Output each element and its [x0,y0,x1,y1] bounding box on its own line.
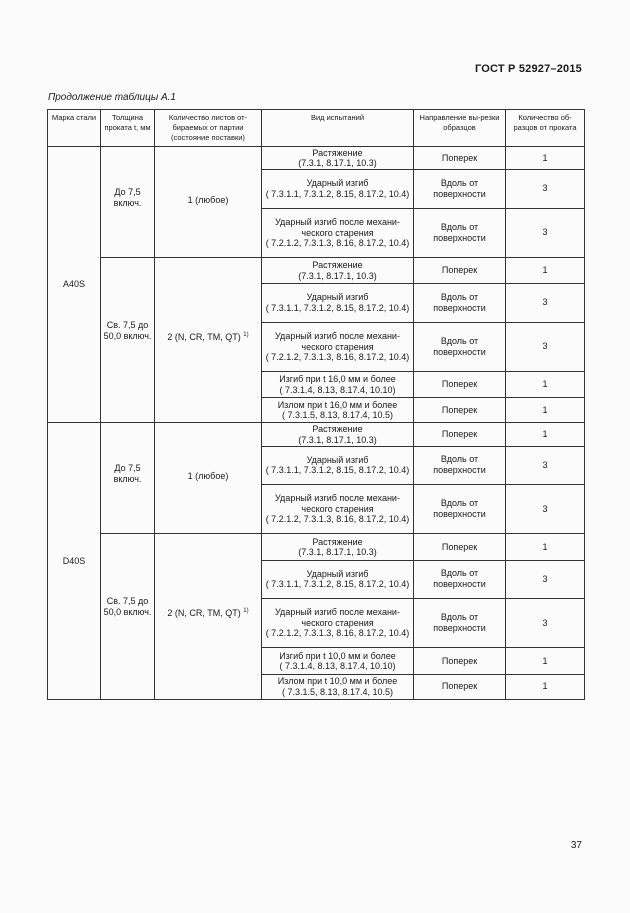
cell-sample-count: 1 [506,398,585,423]
test-name: Растяжение [312,147,363,158]
test-name: Растяжение [312,424,363,435]
test-clauses: ( 7.3.1.1, 7.3.1.2, 8.15, 8.17.2, 10.4) [265,579,410,590]
test-clauses: ( 7.3.1.1, 7.3.1.2, 8.15, 8.17.2, 10.4) [265,302,410,313]
test-name: Ударный изгиб после механи-ческого старения [275,217,400,238]
test-name: Ударный изгиб [306,292,369,303]
cell-test-type [262,674,414,699]
cell-sample-count: 1 [506,648,585,674]
sheet-count-text: 1 (любое) [187,195,229,205]
test-clauses: (7.3.1, 8.17.1, 10.3) [298,270,377,281]
cell-sample-count: 3 [506,485,585,534]
test-name: Растяжение [312,260,363,271]
cell-steel-grade: A40S [48,147,101,423]
test-clauses: ( 7.3.1.5, 8.13, 8.17.4, 10.5) [281,410,394,421]
footnote-ref: 1) [243,331,249,338]
test-name: Излом при t 16,0 мм и более [277,399,398,410]
col-header-count: Количество об-разцов от проката [506,110,585,147]
test-clauses: (7.3.1, 8.17.1, 10.3) [298,547,377,558]
col-header-direction: Направление вы-резки образцов [414,110,506,147]
cell-direction: Вдоль от поверхности [414,284,506,322]
cell-direction: Поперек [414,423,506,446]
col-header-grade: Марка стали [48,110,101,147]
cell-test-type [262,534,414,560]
cell-test-type [262,599,414,648]
cell-direction: Поперек [414,534,506,560]
sheet-count-text: 2 (N, CR, TM, QT) [167,608,241,619]
test-clauses: (7.3.1, 8.17.1, 10.3) [298,158,377,169]
cell-direction: Вдоль от поверхности [414,322,506,371]
cell-sample-count: 3 [506,284,585,322]
cell-thickness: До 7,5 включ. [101,423,155,534]
cell-test-type [262,170,414,208]
cell-direction: Поперек [414,147,506,170]
cell-direction: Поперек [414,648,506,674]
cell-test-type [262,322,414,371]
table-header-row [48,110,585,147]
table-row [48,147,585,170]
cell-test-type [262,423,414,446]
cell-direction: Вдоль от поверхности [414,599,506,648]
cell-sample-count: 3 [506,322,585,371]
test-clauses: ( 7.3.1.4, 8.13, 8.17.4, 10.10) [279,384,396,395]
cell-thickness: До 7,5 включ. [101,147,155,258]
cell-direction: Вдоль от поверхности [414,485,506,534]
cell-test-type [262,560,414,598]
cell-thickness: Св. 7,5 до 50,0 включ. [101,257,155,422]
test-clauses: ( 7.3.1.5, 8.13, 8.17.4, 10.5) [281,686,394,697]
cell-direction: Поперек [414,398,506,423]
cell-direction: Вдоль от поверхности [414,208,506,257]
cell-direction: Поперек [414,257,506,283]
cell-direction: Поперек [414,674,506,699]
test-table [47,109,585,700]
test-name: Растяжение [312,536,363,547]
cell-test-type [262,208,414,257]
cell-sample-count: 1 [506,534,585,560]
test-name: Ударный изгиб [306,178,369,189]
cell-sample-count: 3 [506,599,585,648]
cell-direction: Вдоль от поверхности [414,170,506,208]
col-header-test-type: Вид испытаний [262,110,414,147]
cell-sheet-count [155,534,262,700]
cell-test-type [262,398,414,423]
test-name: Излом при t 10,0 мм и более [277,676,398,687]
test-name: Изгиб при t 10,0 мм и более [279,650,396,661]
cell-sheet-count [155,423,262,534]
test-name: Ударный изгиб после механи-ческого старения [275,493,400,514]
page-number: 37 [570,840,582,851]
cell-sample-count: 3 [506,170,585,208]
table-caption: Продолжение таблицы А.1 [48,92,176,103]
cell-direction: Вдоль от поверхности [414,446,506,484]
test-name: Изгиб при t 16,0 мм и более [279,374,396,385]
test-clauses: ( 7.3.1.1, 7.3.1.2, 8.15, 8.17.2, 10.4) [265,465,410,476]
cell-sample-count: 3 [506,560,585,598]
cell-direction: Вдоль от поверхности [414,560,506,598]
table-row [48,423,585,446]
test-clauses: (7.3.1, 8.17.1, 10.3) [298,434,377,445]
sheet-count-text: 2 (N, CR, TM, QT) [167,331,241,342]
cell-test-type [262,485,414,534]
cell-test-type [262,648,414,674]
test-clauses: ( 7.3.1.4, 8.13, 8.17.4, 10.10) [279,661,396,672]
table-row [48,534,585,560]
cell-sample-count: 1 [506,257,585,283]
cell-sample-count: 3 [506,446,585,484]
cell-direction: Поперек [414,372,506,398]
cell-test-type [262,284,414,322]
cell-sample-count: 1 [506,372,585,398]
cell-sample-count: 1 [506,674,585,699]
test-clauses: ( 7.2.1.2, 7.3.1.3, 8.16, 8.17.2, 10.4) [265,238,410,249]
cell-sheet-count [155,147,262,258]
test-name: Ударный изгиб после механи-ческого старения [275,607,400,628]
table-body [48,147,585,700]
sheet-count-text: 1 (любое) [187,471,229,482]
cell-test-type [262,446,414,484]
test-name: Ударный изгиб после механи-ческого старения [275,331,400,352]
test-name: Ударный изгиб [306,454,369,465]
cell-test-type [262,147,414,170]
table-row [48,257,585,283]
test-name: Ударный изгиб [306,568,369,579]
cell-steel-grade: D40S [48,423,101,700]
cell-thickness: Св. 7,5 до 50,0 включ. [101,534,155,700]
cell-sample-count: 3 [506,208,585,257]
document-code: ГОСТ Р 52927–2015 [474,63,582,75]
col-header-thickness: Толщина проката t, мм [101,110,155,147]
cell-sheet-count [155,257,262,422]
cell-sample-count: 1 [506,423,585,446]
footnote-ref: 1) [243,608,249,615]
cell-test-type [262,257,414,283]
test-clauses: ( 7.2.1.2, 7.3.1.3, 8.16, 8.17.2, 10.4) [265,628,410,639]
test-clauses: ( 7.2.1.2, 7.3.1.3, 8.16, 8.17.2, 10.4) [265,514,410,525]
cell-sample-count: 1 [506,147,585,170]
test-clauses: ( 7.3.1.1, 7.3.1.2, 8.15, 8.17.2, 10.4) [265,188,410,199]
cell-test-type [262,372,414,398]
test-clauses: ( 7.2.1.2, 7.3.1.3, 8.16, 8.17.2, 10.4) [265,352,410,363]
col-header-sheets: Количество листов от-бираемых от партии (состояние поставки) [155,110,262,147]
